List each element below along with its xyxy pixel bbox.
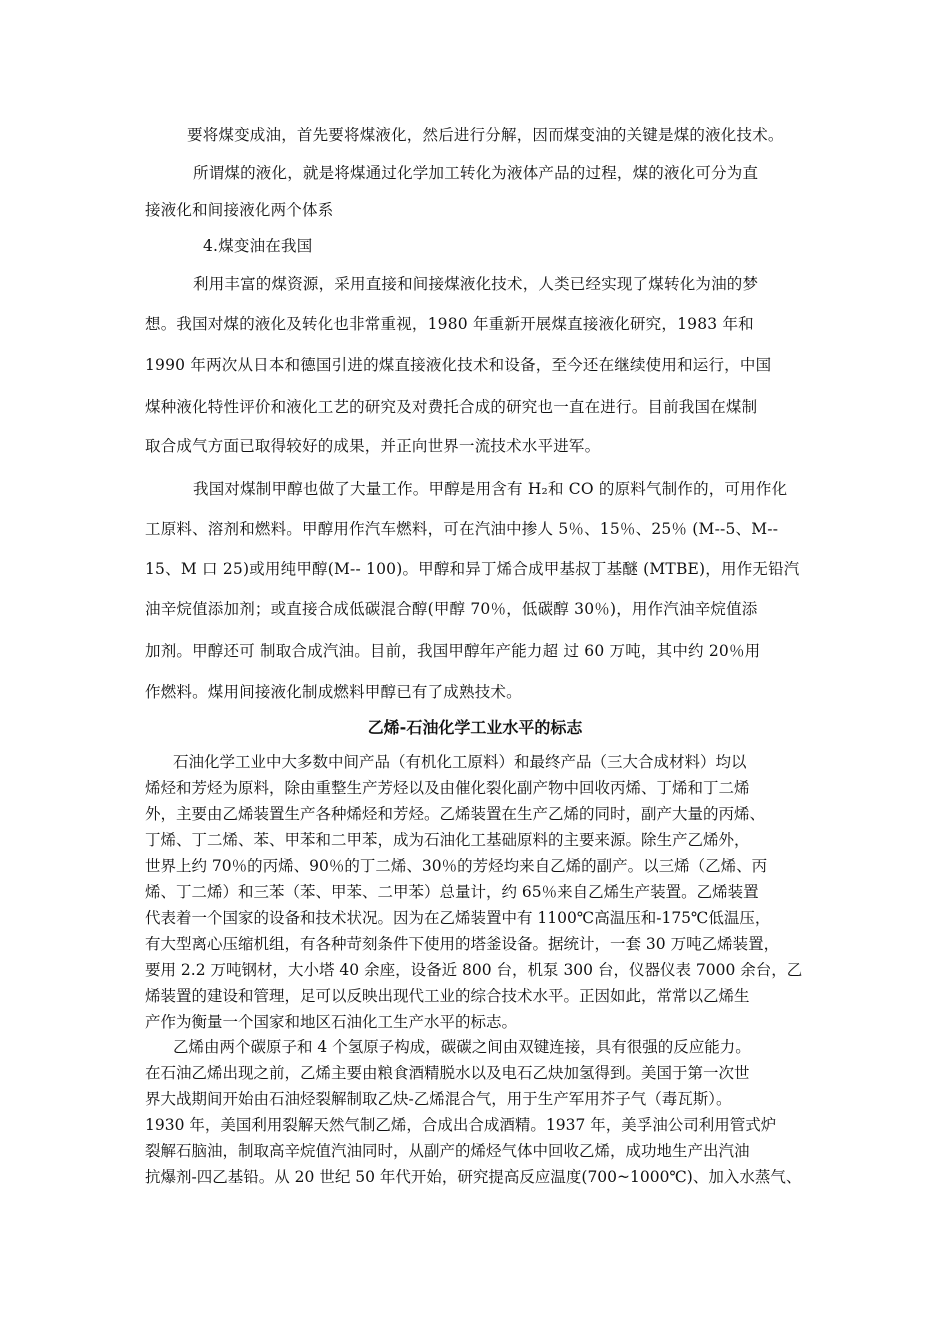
paragraph-line: 利用丰富的煤资源，采用直接和间接煤液化技术，人类已经实现了煤转化为油的梦 (193, 275, 759, 293)
paragraph-line: 丁烯、丁二烯、苯、甲苯和二甲苯，成为石油化工基础原料的主要来源。除生产乙烯外， (145, 831, 750, 849)
paragraph-line: 作燃料。煤用间接液化制成燃料甲醇已有了成熟技术。 (145, 683, 522, 701)
paragraph-line: 界大战期间开始由石油烃裂解制取乙炔-乙烯混合气，用于生产军用芥子气（毒瓦斯）。 (145, 1090, 732, 1108)
paragraph-line: 在石油乙烯出现之前，乙烯主要由粮食酒精脱水以及电石乙炔加氢得到。美国于第一次世 (145, 1064, 750, 1082)
paragraph-line: 烯装置的建设和管理，足可以反映出现代工业的综合技术水平。正因如此，常常以乙烯生 (145, 987, 750, 1005)
paragraph-line: 乙烯由两个碳原子和 4 个氢原子构成，碳碳之间由双键连接，具有很强的反应能力。 (173, 1038, 751, 1056)
paragraph-line: 我国对煤制甲醇也做了大量工作。甲醇是用含有 H₂和 CO 的原料气制作的，可用作化 (193, 480, 788, 498)
paragraph-line: 抗爆剂-四乙基铅。从 20 世纪 50 年代开始，研究提高反应温度(700~1000℃)、加入水蒸气、 (145, 1168, 802, 1186)
paragraph-line: 1930 年，美国利用裂解天然气制乙烯，合成出合成酒精。1937 年，美孚油公司利用管式炉 (145, 1116, 777, 1134)
paragraph-line: 15、M 口 25)或用纯甲醇(M-- 100)。甲醇和异丁烯合成甲基叔丁基醚 (MTBE)，用作无铅汽 (145, 560, 800, 578)
section-title: 乙烯-石油化学工业水平的标志 (367, 718, 583, 737)
paragraph-line: 石油化学工业中大多数中间产品（有机化工原料）和最终产品（三大合成材料）均以 (173, 753, 747, 771)
paragraph-line: 加剂。甲醇还可 制取合成汽油。目前，我国甲醇年产能力超 过 60 万吨，其中约 20％用 (145, 642, 761, 660)
paragraph-line: 代表着一个国家的设备和技术状况。因为在乙烯装置中有 1100℃高温压和-175℃低温压， (145, 909, 771, 927)
paragraph-line: 烯烃和芳烃为原料，除由重整生产芳烃以及由催化裂化副产物中回收丙烯、丁烯和丁二烯 (145, 779, 750, 797)
paragraph-line: 想。我国对煤的液化及转化也非常重视，1980 年重新开展煤直接液化研究，1983 年和 (145, 315, 754, 333)
subsection-heading: 4.煤变油在我国 (203, 237, 313, 255)
paragraph-line: 外，主要由乙烯装置生产各种烯烃和芳烃。乙烯装置在生产乙烯的同时，副产大量的丙烯、 (145, 805, 766, 823)
paragraph-line: 所谓煤的液化，就是将煤通过化学加工转化为液体产品的过程，煤的液化可分为直 (193, 164, 759, 182)
paragraph-line: 要将煤变成油，首先要将煤液化，然后进行分解，因而煤变油的关键是煤的液化技术。 (187, 126, 784, 144)
paragraph-line: 世界上约 70％的丙烯、90％的丁二烯、30％的芳烃均来自乙烯的副产。以三烯（乙烯、丙 (145, 857, 768, 875)
paragraph-line: 取合成气方面已取得较好的成果，并正向世界一流技术水平进军。 (145, 437, 601, 455)
paragraph-line: 产作为衡量一个国家和地区石油化工生产水平的标志。 (145, 1013, 518, 1031)
paragraph-line: 烯、丁二烯）和三苯（苯、甲苯、二甲苯）总量计，约 65％来自乙烯生产装置。乙烯装置 (145, 883, 759, 901)
paragraph-line: 裂解石脑油，制取高辛烷值汽油同时，从副产的烯烃气体中回收乙烯，成功地生产出汽油 (145, 1142, 750, 1160)
paragraph-line: 接液化和间接液化两个体系 (145, 201, 334, 219)
paragraph-line: 油辛烷值添加剂；或直接合成低碳混合醇(甲醇 70％，低碳醇 30％)，用作汽油辛烷值添 (145, 600, 758, 618)
paragraph-line: 工原料、溶剂和燃料。甲醇用作汽车燃料，可在汽油中掺人 5％、15％、25％ (M--5、M-- (145, 520, 779, 538)
paragraph-line: 有大型离心压缩机组，有各种苛刻条件下使用的塔釜设备。据统计，一套 30 万吨乙烯装置， (145, 935, 780, 953)
paragraph-line: 煤种液化特性评价和液化工艺的研究及对费托合成的研究也一直在进行。目前我国在煤制 (145, 398, 758, 416)
paragraph-line: 1990 年两次从日本和德国引进的煤直接液化技术和设备，至今还在继续使用和运行，中国 (145, 356, 772, 374)
paragraph-line: 要用 2.2 万吨钢材，大小塔 40 余座，设备近 800 台，机泵 300 台，仪器仪表 7000 余台，乙 (145, 961, 803, 979)
